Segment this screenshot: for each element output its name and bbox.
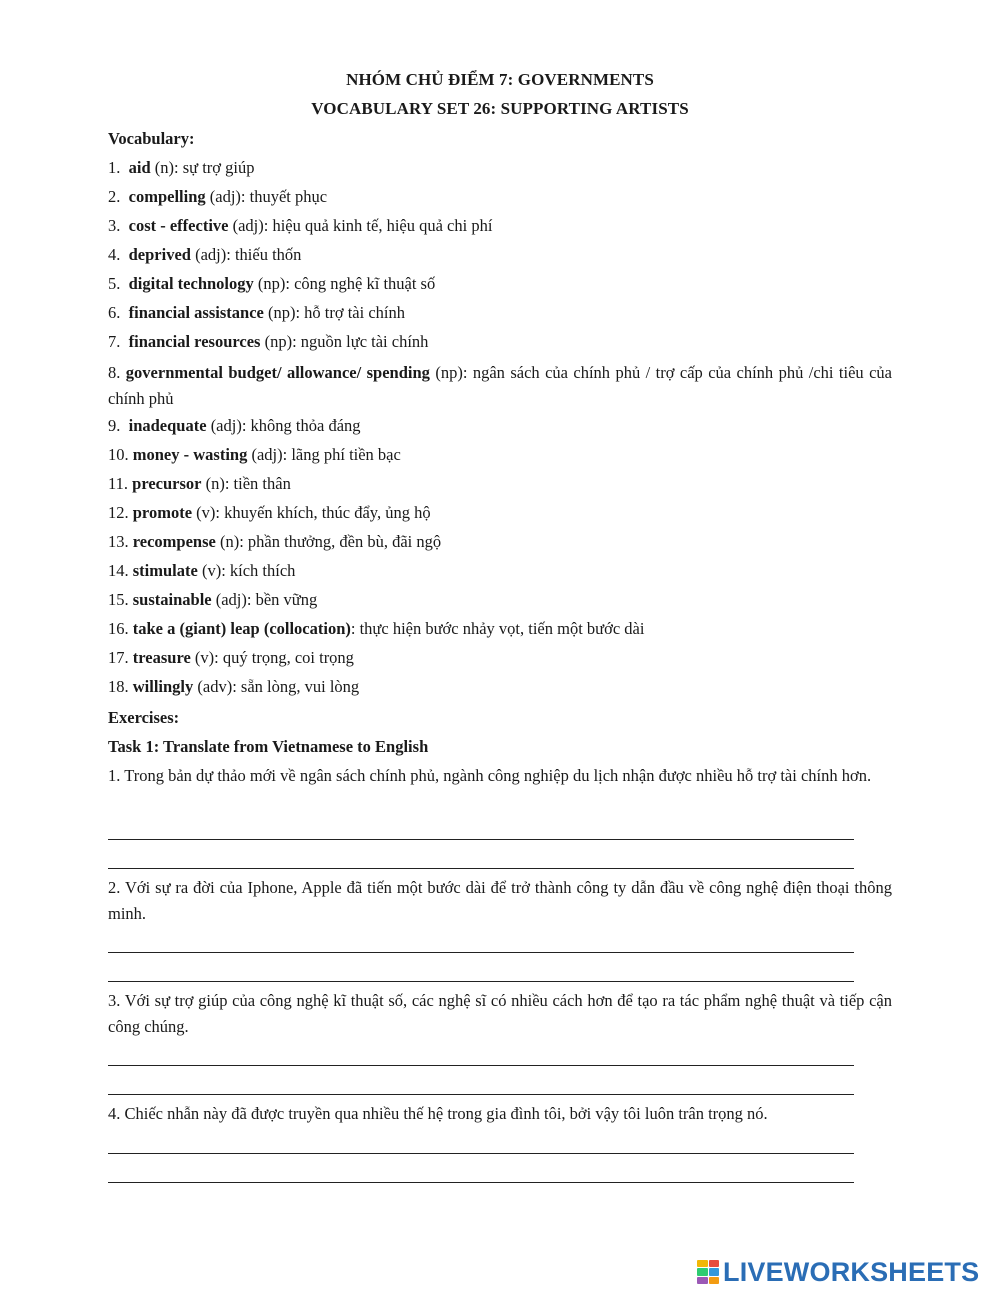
vocab-number: 2. (108, 187, 129, 206)
vocab-number: 14. (108, 561, 133, 580)
vocab-number: 15. (108, 590, 133, 609)
vocab-number: 4. (108, 245, 129, 264)
vocab-item (108, 561, 295, 581)
vocab-item (108, 158, 254, 178)
vocab-term: take a (giant) leap (collocation) (132, 619, 351, 638)
vocab-definition: (adj): không thỏa đáng (206, 416, 361, 435)
vocab-definition: (np): hỗ trợ tài chính (263, 303, 405, 322)
vocab-definition: (adj): thiếu thốn (190, 245, 302, 264)
vocab-term: compelling (128, 187, 206, 206)
vocab-term: precursor (132, 474, 202, 493)
vocab-number: 8. (108, 363, 126, 382)
vocab-item (108, 187, 327, 207)
vocab-number: 18. (108, 677, 133, 696)
set-title: VOCABULARY SET 26: SUPPORTING ARTISTS (311, 99, 689, 118)
answer-3-line-2[interactable] (108, 1068, 854, 1095)
vocab-definition: (adj): bền vững (211, 590, 318, 609)
vocab-term: inadequate (128, 416, 207, 435)
vocabulary-heading: Vocabulary: (108, 129, 195, 148)
vocab-item (108, 619, 644, 639)
vocab-number: 9. (108, 416, 129, 435)
vocab-number: 6. (108, 303, 129, 322)
vocab-item (108, 360, 892, 412)
answer-1-line-2[interactable] (108, 842, 854, 869)
vocab-term: recompense (132, 532, 216, 551)
vocab-definition: (n): sự trợ giúp (150, 158, 255, 177)
vocab-term: deprived (128, 245, 191, 264)
logo-square (709, 1268, 720, 1275)
vocab-number: 1. (108, 158, 129, 177)
vocab-number: 10. (108, 445, 133, 464)
vocab-term: financial assistance (128, 303, 264, 322)
vocab-item (108, 445, 401, 465)
vocab-item (108, 590, 317, 610)
vocab-definition: (v): quý trọng, coi trọng (190, 648, 354, 667)
vocab-number: 3. (108, 216, 129, 235)
logo-square (709, 1260, 720, 1267)
vocab-definition: (n): tiền thân (201, 474, 291, 493)
vocab-item (108, 648, 354, 668)
vocab-number: 16. (108, 619, 133, 638)
vocab-definition: (np): nguồn lực tài chính (260, 332, 429, 351)
task1-heading: Task 1: Translate from Vietnamese to English (108, 737, 429, 756)
vocab-definition: (np): công nghệ kĩ thuật số (253, 274, 436, 293)
vocab-term: money - wasting (132, 445, 248, 464)
vocab-term: digital technology (128, 274, 254, 293)
vocab-number: 17. (108, 648, 133, 667)
vocab-term: cost - effective (128, 216, 229, 235)
answer-2-line-2[interactable] (108, 955, 854, 982)
vocab-term: treasure (132, 648, 191, 667)
vocab-number: 5. (108, 274, 129, 293)
vocab-term: governmental budget/ allowance/ spending (125, 363, 430, 382)
question-4: 4. Chiếc nhẫn này đã được truyền qua nhiều thế hệ trong gia đình tôi, bởi vậy tôi luôn trân trọng nó. (108, 1104, 768, 1123)
vocab-number: 12. (108, 503, 133, 522)
vocab-term: aid (128, 158, 151, 177)
vocab-definition: (np): ngân sách của chính phủ / trợ cấp của chính phủ /chi tiêu của chính phủ (108, 363, 892, 408)
answer-4-line-1[interactable] (108, 1127, 854, 1154)
vocab-definition: (adj): lãng phí tiền bạc (247, 445, 401, 464)
logo-text: LIVEWORKSHEETS (723, 1256, 980, 1287)
vocab-number: 7. (108, 332, 129, 351)
exercises-heading: Exercises: (108, 708, 180, 727)
vocab-item (108, 245, 301, 265)
vocab-definition: (v): kích thích (197, 561, 296, 580)
liveworksheets-logo-icon (697, 1260, 719, 1284)
vocab-item (108, 532, 441, 552)
vocab-term: financial resources (128, 332, 261, 351)
vocab-term: sustainable (132, 590, 212, 609)
vocab-term: willingly (132, 677, 194, 696)
logo-square (697, 1260, 708, 1267)
vocab-number: 13. (108, 532, 133, 551)
vocab-definition: (adv): sẵn lòng, vui lòng (193, 677, 360, 696)
vocab-definition: (adj): hiệu quả kinh tế, hiệu quả chi phí (228, 216, 493, 235)
question-1: 1. Trong bản dự thảo mới về ngân sách chính phủ, ngành công nghiệp du lịch nhận được nhiều hỗ trợ tài chính hơn. (108, 766, 872, 785)
answer-4-line-2[interactable] (108, 1156, 854, 1183)
vocab-item (108, 303, 405, 323)
vocab-item (108, 216, 492, 236)
group-title: NHÓM CHỦ ĐIỂM 7: GOVERNMENTS (346, 70, 654, 89)
logo-square (697, 1277, 708, 1284)
answer-1-line-1[interactable] (108, 813, 854, 840)
vocab-definition: (n): phần thưởng, đền bù, đãi ngộ (215, 532, 442, 551)
vocab-definition: : thực hiện bước nhảy vọt, tiến một bước dài (350, 619, 645, 638)
vocab-item (108, 274, 435, 294)
vocab-number: 11. (108, 474, 133, 493)
vocab-definition: (v): khuyến khích, thúc đẩy, ủng hộ (192, 503, 431, 522)
vocab-item (108, 332, 428, 352)
question-3: 3. Với sự trợ giúp của công nghệ kĩ thuật số, các nghệ sĩ có nhiều cách hơn để tạo ra tác phẩm nghệ thuật và tiếp cận công chúng. (108, 991, 892, 1036)
vocab-term: promote (132, 503, 193, 522)
answer-3-line-1[interactable] (108, 1039, 854, 1066)
vocab-item (108, 503, 431, 523)
question-2: 2. Với sự ra đời của Iphone, Apple đã tiến một bước dài để trở thành công ty dẫn đầu về công nghệ điện thoại thông minh. (108, 878, 892, 923)
logo-square (697, 1268, 708, 1275)
answer-2-line-1[interactable] (108, 926, 854, 953)
vocab-item (108, 474, 291, 494)
liveworksheets-logo[interactable] (697, 1257, 979, 1287)
vocab-item (108, 677, 359, 697)
vocab-definition: (adj): thuyết phục (205, 187, 328, 206)
vocab-item (108, 416, 361, 436)
logo-square (709, 1277, 720, 1284)
vocab-term: stimulate (132, 561, 198, 580)
